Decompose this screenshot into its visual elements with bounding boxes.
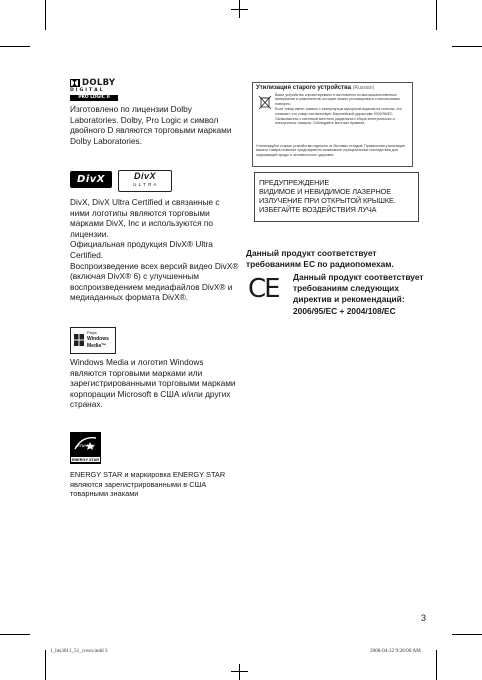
warning-line1: ПРЕДУПРЕЖДЕНИЕ	[259, 178, 330, 187]
laser-warning-box	[254, 172, 419, 222]
recycle-lang: (Russian)	[352, 85, 375, 91]
energy-star-logo: energy ENERGY STAR	[70, 432, 101, 464]
recycle-notice-box	[252, 82, 413, 167]
page-number: 3	[421, 613, 427, 623]
windows-media-logo: Plays Windows Media™	[70, 327, 116, 354]
crop-mark	[231, 671, 248, 672]
footer-filename: 1_hts3011_51_cover.indd 3	[50, 648, 108, 654]
crop-mark	[436, 650, 437, 680]
crop-mark	[0, 46, 30, 47]
crossed-bin-icon	[259, 95, 271, 110]
crop-mark	[452, 634, 482, 635]
crop-mark	[452, 46, 482, 47]
warning-line3: ИЗЛУЧЕНИЕ ПРИ ОТКРЫТОЙ КРЫШКЕ.	[259, 196, 396, 205]
windows-text: Windows Media и логотип Windows являются торговыми марками или зарегистрированными торговыми марками корпорации Microsoft в США и/или других странах.	[70, 357, 236, 410]
footer-date: 2008-04-22 9:28:00 AM	[370, 648, 421, 654]
recycle-para4: Утилизируйте старые устройства отдельно от бытовых отходов. Правильная утилизация вашего товара позволит предотвратить возможные отрицательные последствия для окружающей среды и человеческого здоровья.	[256, 144, 405, 157]
crop-mark	[231, 9, 248, 10]
dolby-logo	[70, 79, 118, 101]
crop-mark	[239, 664, 240, 680]
divx-text2: Официальная продукция DivX® Ultra Certified.	[70, 239, 213, 260]
crop-mark	[436, 0, 437, 30]
recycle-para1: Ваше устройство спроектировано и изготовлено из высококачественных материалов и компонентов, которые можно утилизировать и использовать повторно.	[275, 93, 401, 106]
svg-text:energy: energy	[77, 443, 95, 449]
dolby-wordmark: DOLBY	[82, 78, 116, 88]
dolby-text: Изготовлено по лицензии Dolby Laboratories. Dolby, Pro Logic и символ двойного D являются торговыми марками Dolby Laboratories.	[70, 104, 232, 146]
recycle-title: Утилизация старого устройства	[256, 85, 352, 91]
dolby-double-d-icon	[70, 79, 80, 87]
crop-mark	[0, 634, 30, 635]
divx-ultra-logo: DivX U L T R A	[118, 170, 172, 192]
warning-line2: ВИДИМОЕ И НЕВИДИМОЕ ЛАЗЕРНОЕ	[259, 187, 392, 196]
dolby-digital-label: D I G I T A L	[70, 88, 103, 93]
ec-directives-text: Данный продукт соответствует требованиям следующих директив и рекомендаций: 2006/95/EC + 2004/108/EC	[293, 272, 424, 316]
divx-text1: DivX, DivX Ultra Certified и связанные с ними логотипы являются торговыми марками DivX, Inc и используются по лицензии.	[70, 197, 220, 239]
divx-text3: Воспроизведение всех версий видео DivX® (включая DivX® 6) с улучшенным воспроизведением медиафайлов DivX® и медиаданных формата DivX®.	[70, 260, 239, 303]
divx-logo: DivX	[70, 171, 112, 188]
windows-flag-icon	[74, 334, 84, 346]
energy-star-text: ENERGY STAR и маркировка ENERGY STAR являются зарегистрированными в США товарными знаками	[70, 470, 226, 499]
recycle-para2: Если товар имеет символ с зачеркнутым мусорным ящиком на колесах, это означает, что товар соответствует Европейской директиве 2002/96/EC.	[275, 107, 402, 116]
energy-star-icon	[72, 434, 99, 454]
ce-mark-icon: CE	[248, 274, 279, 304]
recycle-para3: Ознакомьтесь с системой местного раздельного сбора электрических и электронных товаров. Соблюдайте местные правила.	[275, 117, 395, 126]
ec-radio-text: Данный продукт соответствует требованиям ЕС по радиопомехам.	[246, 248, 394, 269]
dolby-pro-logic-label: PRO LOGIC II	[70, 95, 118, 101]
crop-mark	[45, 650, 46, 680]
warning-line4: ИЗБЕГАЙТЕ ВОЗДЕЙСТВИЯ ЛУЧА	[259, 205, 377, 214]
crop-mark	[45, 0, 46, 30]
